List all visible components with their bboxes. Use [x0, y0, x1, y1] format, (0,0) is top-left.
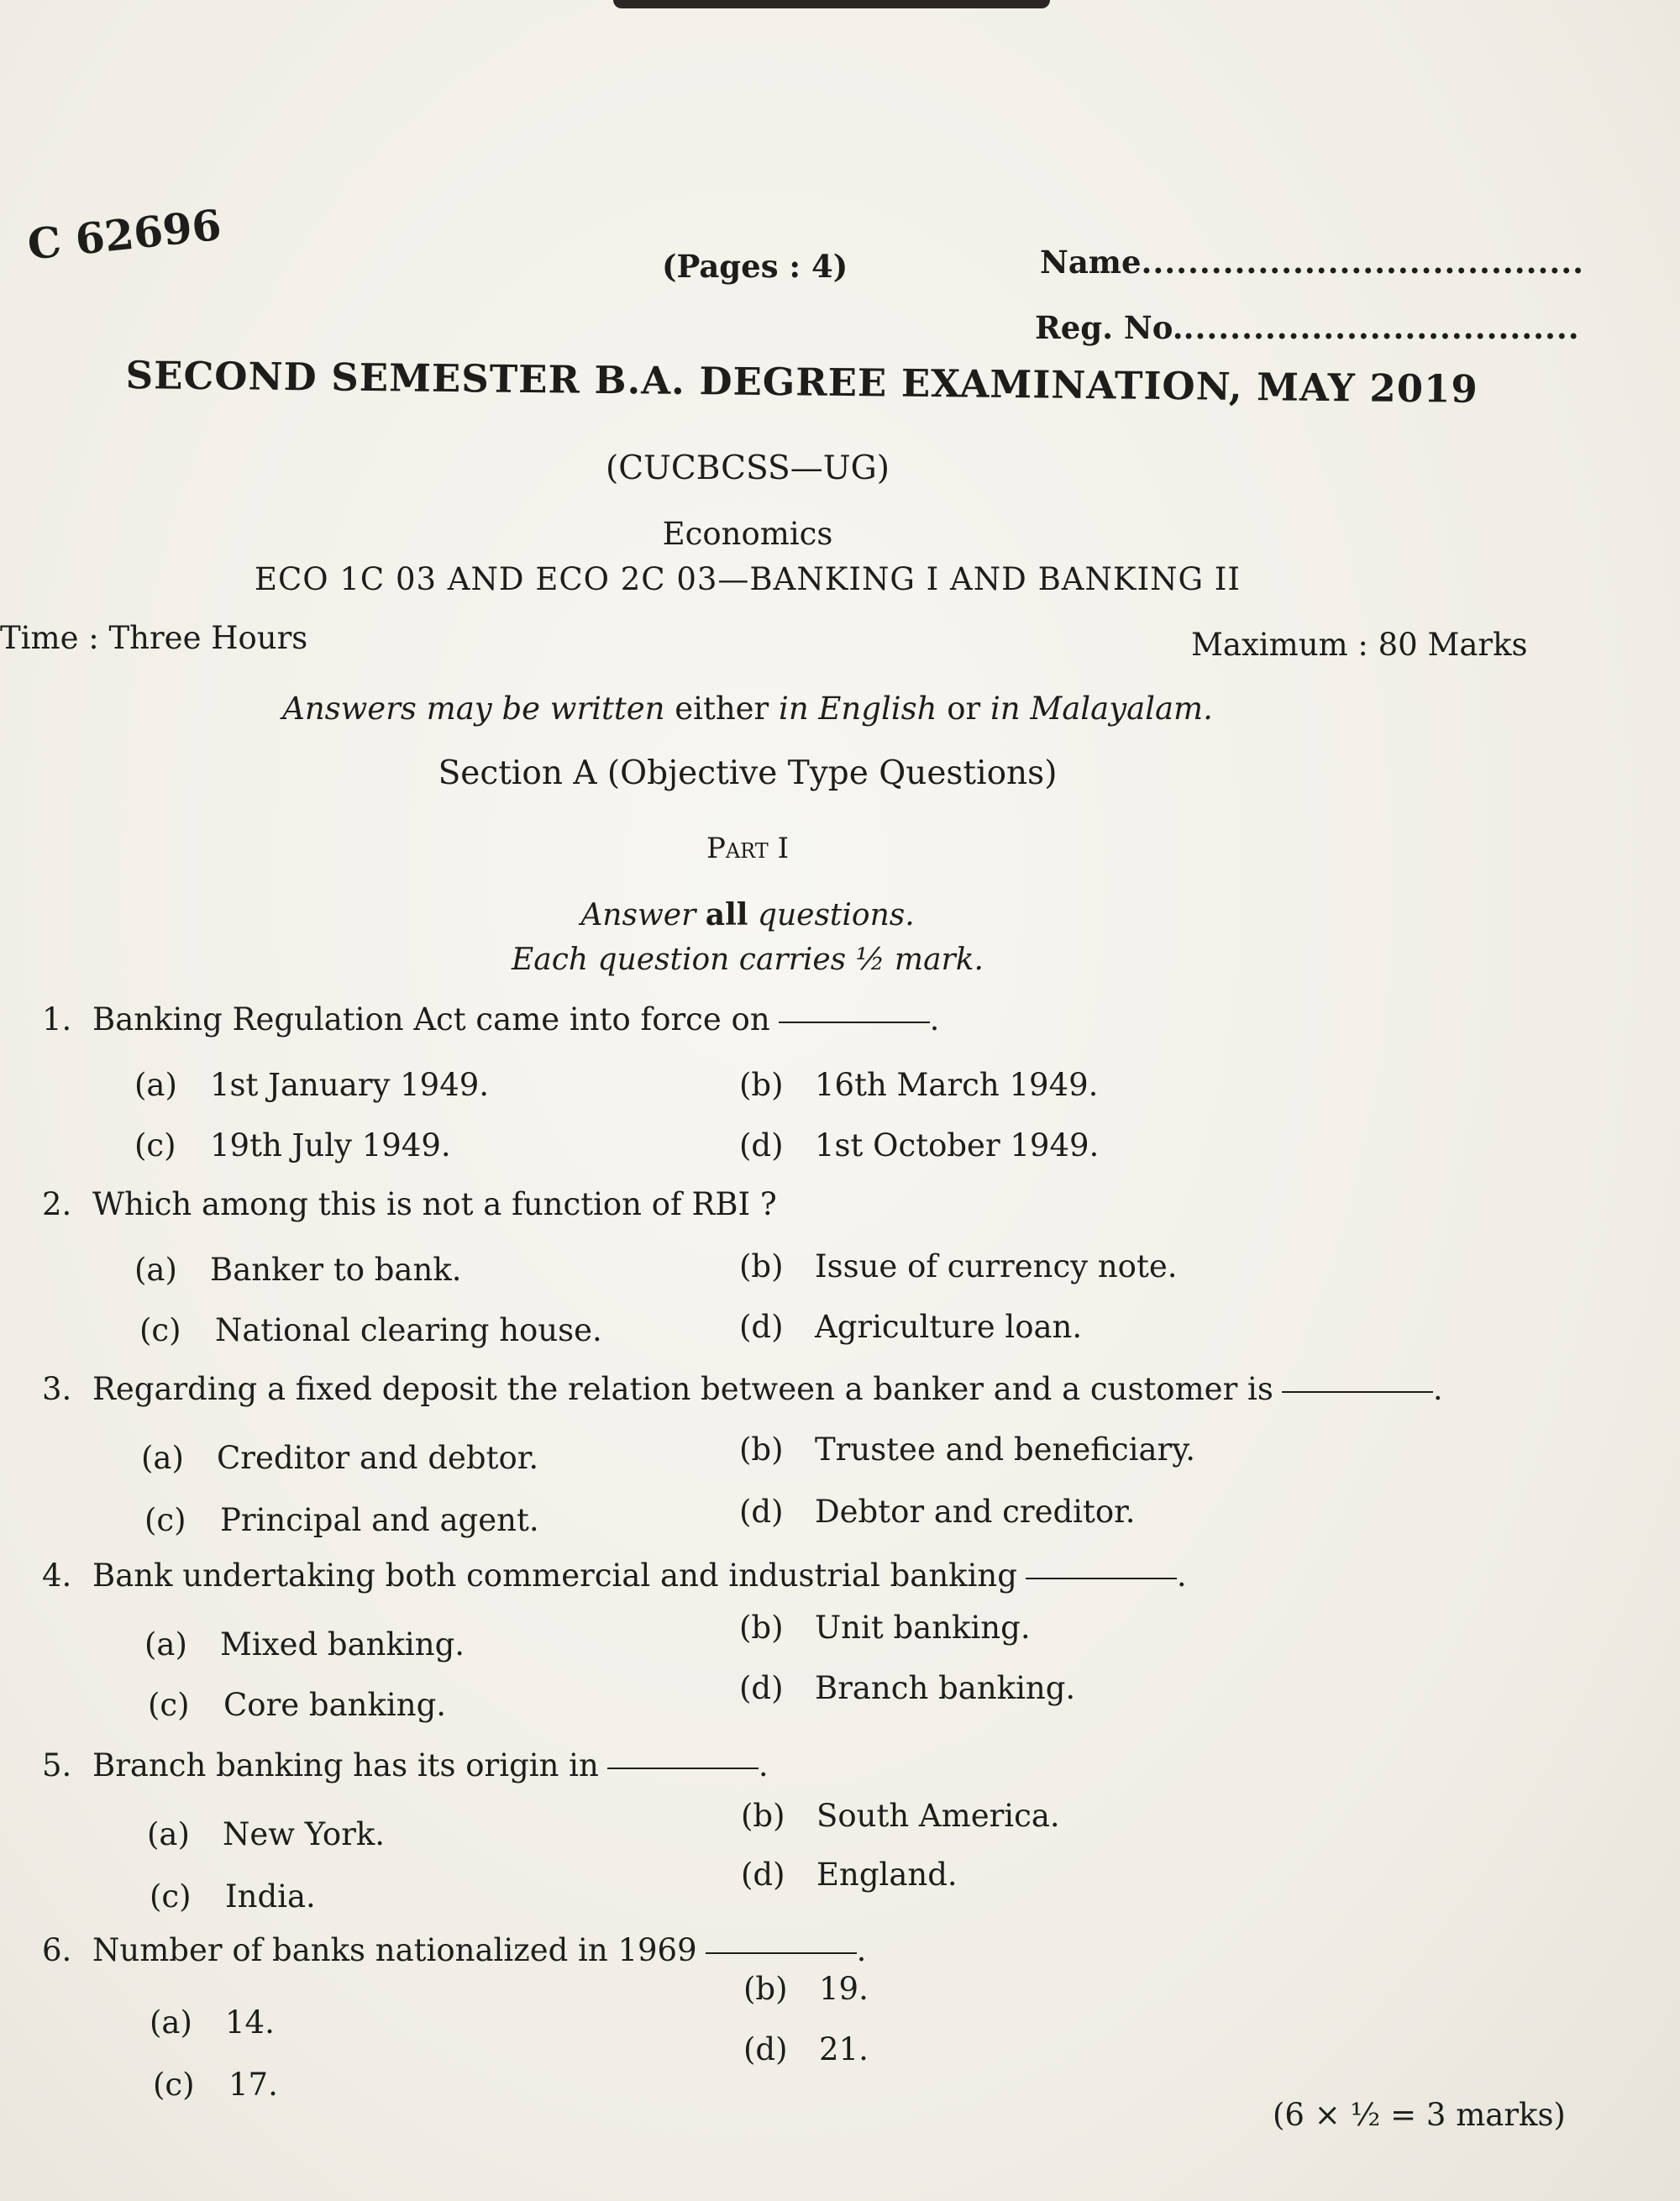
question-stem: 6. Number of banks nationalized in 1969 .: [42, 1932, 867, 1968]
page-count: (Pages : 4): [662, 248, 848, 285]
part-title: Part I: [706, 832, 790, 865]
binding-shadow: [613, 0, 1050, 8]
note-part-1: Answers may be written: [282, 691, 665, 727]
question-2: [42, 1186, 1428, 1348]
answer-blank: [1026, 1578, 1177, 1579]
instruction-marks: Each question carries ½ mark.: [511, 943, 984, 977]
question-stem: 4. Bank undertaking both commercial and industrial banking .: [42, 1558, 1187, 1594]
option-d: (d) Debtor and creditor.: [739, 1494, 1136, 1530]
reg-label: Reg. No.: [1035, 309, 1184, 346]
option-a: (a) Banker to bank.: [134, 1252, 462, 1288]
instr-c: questions.: [757, 898, 915, 932]
answer-blank: [779, 1022, 930, 1023]
question-stem: 2. Which among this is not a function of RBI ?: [42, 1186, 777, 1222]
section-title: Section A (Objective Type Questions): [438, 754, 1058, 792]
option-c: (c) Principal and agent.: [144, 1502, 539, 1538]
exam-subject: Economics: [662, 516, 833, 552]
option-d: (d) 21.: [743, 2031, 869, 2067]
section-marks-total: (6 × ½ = 3 marks): [1273, 2097, 1566, 2133]
option-b: (b) 16th March 1949.: [739, 1067, 1099, 1103]
option-b: (b) Unit banking.: [739, 1610, 1031, 1646]
option-a: (a) Creditor and debtor.: [141, 1440, 539, 1476]
instr-a: Answer: [580, 898, 696, 932]
question-6: [42, 1932, 1428, 2103]
answer-blank: [1282, 1391, 1433, 1393]
option-d: (d) Branch banking.: [739, 1670, 1076, 1706]
reg-dots: ..................................: [1183, 309, 1580, 346]
note-part-4: or: [947, 691, 981, 727]
option-a: (a) Mixed banking.: [144, 1626, 465, 1663]
option-b: (b) Issue of currency note.: [739, 1248, 1178, 1284]
option-d: (d) England.: [741, 1857, 958, 1893]
option-b: (b) 19.: [743, 1971, 869, 2007]
question-stem: 3. Regarding a fixed deposit the relation between a banker and a customer is .: [42, 1371, 1443, 1407]
name-dots: ......................................: [1141, 244, 1584, 281]
option-c: (c) 17.: [153, 2067, 278, 2103]
question-4: [42, 1558, 1428, 1723]
option-a: (a) 14.: [150, 2004, 275, 2041]
language-note: [0, 691, 1495, 727]
paper-title: ECO 1C 03 AND ECO 2C 03—BANKING I AND BANKING II: [254, 561, 1242, 597]
option-c: (c) 19th July 1949.: [134, 1127, 451, 1164]
option-c: (c) India.: [150, 1878, 316, 1915]
exam-title: SECOND SEMESTER B.A. DEGREE EXAMINATION, MAY 2019: [125, 353, 1478, 412]
option-a: (a) 1st January 1949.: [134, 1067, 490, 1103]
exam-scheme: (CUCBCSS—UG): [606, 449, 890, 487]
name-label: Name: [1040, 244, 1142, 281]
question-stem: 1. Banking Regulation Act came into force on .: [42, 1001, 940, 1037]
option-b: (b) Trustee and beneficiary.: [739, 1431, 1195, 1468]
option-a: (a) New York.: [147, 1816, 386, 1852]
maximum-marks: Maximum : 80 Marks: [1191, 627, 1528, 663]
instruction-answer-all: [0, 897, 1495, 932]
name-field: [1040, 244, 1584, 281]
question-3: [42, 1371, 1443, 1538]
question-stem: 5. Branch banking has its origin in .: [42, 1747, 769, 1783]
option-b: (b) South America.: [741, 1798, 1060, 1834]
option-d: (d) Agriculture loan.: [739, 1309, 1083, 1345]
note-part-3: in English: [779, 691, 937, 727]
time-allowed: Time : Three Hours: [0, 620, 308, 656]
note-part-5: in Malayalam.: [990, 691, 1213, 727]
answer-blank: [607, 1768, 759, 1769]
option-d: (d) 1st October 1949.: [739, 1127, 1100, 1164]
paper-code: C 62696: [25, 199, 224, 270]
option-c: (c) National clearing house.: [139, 1312, 602, 1348]
instr-b: all: [705, 897, 748, 932]
answer-blank: [706, 1952, 857, 1954]
question-5: [42, 1747, 1428, 1915]
reg-no-field: [1035, 309, 1580, 346]
option-c: (c) Core banking.: [148, 1687, 447, 1723]
question-1: [42, 1001, 1428, 1164]
note-part-2: either: [675, 691, 769, 727]
